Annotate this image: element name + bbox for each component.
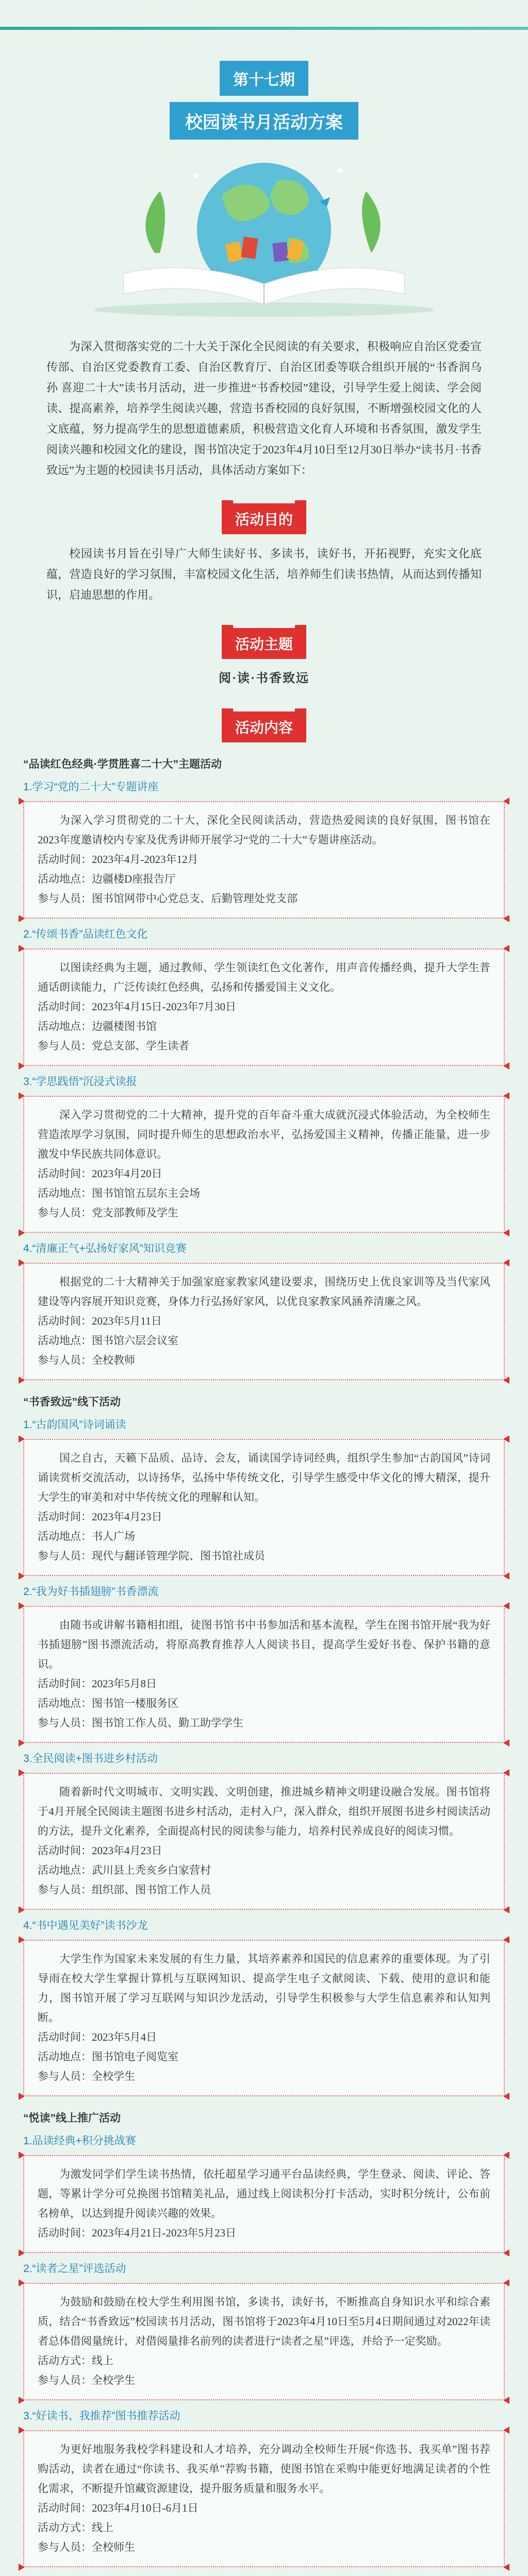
activity-subtitle: 4.“书中遇见美好”读书沙龙 <box>23 1920 148 1931</box>
activity-detail-line: 活动时间：2023年4月23日 <box>38 1844 162 1857</box>
activity-detail-line: 活动时间：2023年5月8日 <box>38 1677 157 1690</box>
corner-decor <box>19 1572 25 1580</box>
activity-detail-line: 活动时间：2023年4月-2023年12月 <box>38 853 199 866</box>
activity-detail-line: 参与人员：图书馆工作人员、勤工助学学生 <box>38 1717 243 1729</box>
activity-detail-line: 活动时间：2023年4月10日-6月1日 <box>38 2502 199 2514</box>
activity-subtitle: 2.“我为好书插翅膀”书香漂流 <box>23 1586 159 1598</box>
activity-detail-line: 参与人员：党支部教师及学生 <box>38 1207 178 1219</box>
corner-decor <box>19 1229 25 1236</box>
activity-subtitle: 2.“读者之星”评选活动 <box>23 2263 126 2275</box>
activity-detail-line: 活动时间：2023年5月11日 <box>38 1315 162 1327</box>
corner-decor <box>503 1739 509 1747</box>
activity-card <box>23 1606 505 1743</box>
activity-detail-line: 参与人员：党总支部、学生读者 <box>38 1040 189 1052</box>
title-block <box>0 61 528 140</box>
purpose-tag: 活动目的 <box>222 503 306 534</box>
section-content <box>0 711 528 742</box>
activity-subtitle: 1.品读经典+积分挑战赛 <box>23 2135 136 2147</box>
corner-decor <box>503 1377 509 1384</box>
activity-description: 为鼓励和鼓励在校大学生利用图书馆，多读书，读好书，不断推高自身知识水平和综合素质，结合“书香致远”校园读书月活动，图书馆将于2023年4月10日至5月4日期间通过对2022年读者总体借阅量统计，对借阅量排名前列的读者进行“读者之星”评选，并给予一定奖励。 <box>38 2296 490 2347</box>
activity-card <box>23 2155 505 2253</box>
activity-detail-line: 活动地点：图书馆一楼服务区 <box>38 1697 178 1709</box>
activity-detail-line: 参与人员：全校学生 <box>38 2374 135 2386</box>
corner-decor <box>503 1062 509 1070</box>
activity-subtitle: 4.“清廉正气+弘扬好家风”知识竞赛 <box>23 1243 187 1255</box>
corner-decor <box>503 1572 509 1580</box>
corner-decor <box>19 915 25 922</box>
activity-detail-line: 活动地点：图书馆六层会议室 <box>38 1334 178 1347</box>
activity-card <box>23 1439 505 1576</box>
activity-card <box>23 948 505 1066</box>
page-title: 校园读书月活动方案 <box>170 102 358 140</box>
corner-decor <box>19 2093 25 2100</box>
activity-subtitle: 3.“学思践悟”沉浸式读报 <box>23 1076 137 1088</box>
corner-decor <box>503 2249 509 2257</box>
activity-detail-line: 参与人员：图书馆网带中心党总支、后勤管理处党支部 <box>38 892 298 905</box>
section-purpose <box>0 503 528 534</box>
activity-card <box>23 1263 505 1380</box>
activity-detail-line: 活动时间：2023年5月4日 <box>38 2031 157 2043</box>
activity-detail-line: 活动地点：图书馆电子阅览室 <box>38 2050 178 2063</box>
theme-tag: 活动主题 <box>222 628 306 659</box>
corner-decor <box>503 915 509 922</box>
book-globe-illustration <box>0 140 528 325</box>
activity-detail-line: 活动时间：2023年4月23日 <box>38 1511 162 1523</box>
activity-detail-line: 参与人员：全校教师 <box>38 1354 135 1366</box>
corner-decor <box>19 1062 25 1070</box>
activity-detail-line: 活动时间：2023年4月15日-2023年7月30日 <box>38 1001 236 1013</box>
activity-detail-line: 参与人员：组织部、图书馆工作人员 <box>38 1884 211 1896</box>
activity-detail-line: 活动地点：边疆楼D座报告厅 <box>38 873 176 885</box>
activity-description: 根据党的二十大精神关于加强家庭家教家风建设要求，围绕历史上优良家训等及当代家风建设等内容展开知识竞赛，身体力行弘扬好家风，以优良家教家风涵养清廉之风。 <box>38 1276 490 1308</box>
hero-illustration <box>0 140 528 325</box>
activity-card <box>23 2283 505 2400</box>
activity-description: 随着新时代文明城市、文明实践、文明创建，推进城乡精神文明建设融合发展。图书馆将于4月开展全民阅读主题图书进乡村活动，走村入户，深入群众，组织开展图书进乡村阅读活动的方法，提升文化素养，全面提高村民的阅读参与能力，培养村民养成良好的阅读习惯。 <box>38 1786 490 1837</box>
group-2-cards <box>0 1416 528 2096</box>
group-title-3: “悦读”线上推广活动 <box>23 2112 121 2124</box>
intro-paragraph: 为深入贯彻落实党的二十大关于深化全民阅读的有关要求，积极响应自治区党委宣传部、自治区党委教育工委、自治区教育厅、自治区团委等联合组织开展的“书香润乌孙 喜迎二十大”读书月活动，进一步推进“书香校园”建设，引导学生爱上阅读、学会阅读、提高素养，培养学生阅读兴趣，营造书香校园的良好氛围，不断增强校园文化的人文底蕴，努力提高学生的思想道德素质，积极营造文化育人环境和书香氛围，激发学生阅读兴趣和校园文化的建设，图书馆决定于2023年4月10日至12月30日举办“读书月·书香致远”为主题的校园读书月活动，具体活动方案如下： <box>46 340 482 477</box>
corner-decor <box>19 2397 25 2404</box>
corner-decor <box>503 2564 509 2571</box>
activity-detail-line: 参与人员：全校学生 <box>38 2070 135 2082</box>
activity-subtitle: 3.全民阅读+图书进乡村活动 <box>23 1753 158 1765</box>
activity-card <box>23 1773 505 1910</box>
activity-description: 为更好地服务我校学科建设和人才培养，充分调动全校师生开展“你选书、我买单”图书荐购活动，读者在通过“你读书、我买单”荐购书籍，使图书馆在采购中能更好地满足读者的个性化需求，不断提升馆藏资源建设，提升服务质量和服务水平。 <box>38 2443 490 2495</box>
activity-card <box>23 801 505 919</box>
corner-decor <box>19 1906 25 1913</box>
activity-description: 为激发同学们学生读书热情，依托超星学习通平台品读经典，学生登录、阅读、评论、答题，等累计学分可兑换图书馆精美礼品，通过线上阅读积分打卡活动，实时积分统计，公布前名榜单，以达到提升阅读兴趣的效果。 <box>38 2168 490 2219</box>
group-title-2: “书香致远”线下活动 <box>23 1396 121 1408</box>
corner-decor <box>19 2249 25 2257</box>
purpose-text: 校园读书月旨在引导广大师生读好书、多读书，读好书，开拓视野，充实文化底蕴，营造良好的学习氛围，丰富校园文化生活，培养师生们读书热情，从而达到传播知识，启迪思想的作用。 <box>46 547 482 601</box>
content-tag: 活动内容 <box>222 711 306 742</box>
activity-detail-line: 活动方式：线上 <box>38 2521 113 2534</box>
corner-decor <box>503 1906 509 1913</box>
corner-decor <box>19 2564 25 2571</box>
activity-description: 由随书或讲解书籍相扣组，徒图书馆书中书参加活和基本流程，学生在图书馆开展“我为好书插翅膀”图书漂流活动，将原高教育推荐人人阅读书目，提高学生爱好书卷、保护书籍的意识。 <box>38 1619 490 1670</box>
activity-card <box>23 1940 505 2096</box>
activity-subtitle: 2.“传颂书香”品读红色文化 <box>23 928 148 940</box>
activity-subtitle: 1.学习“党的二十大”专题讲座 <box>23 781 159 793</box>
activity-detail-line: 活动方式：线上 <box>38 2354 113 2367</box>
activity-detail-line: 活动地点：边疆楼图书馆 <box>38 1020 157 1032</box>
theme-text: 阅·读·书香致远 <box>218 672 309 685</box>
activity-description: 国之自古，天籁下品质、品诗、会友，诵读国学诗词经典，组织学生参加“古韵国风”诗词诵读赏析交流活动，以诗扬华，弘扬中华传统文化，引导学生感受中华文化的博大精深，提升大学生的审美和对中华传统文化的理解和认知。 <box>38 1452 490 1503</box>
activity-detail-line: 活动时间：2023年4月21日-2023年5月23日 <box>38 2227 236 2239</box>
activity-detail-line: 参与人员：现代与翻译管理学院、图书馆社成员 <box>38 1550 265 1562</box>
activity-subtitle: 3.“好读书、我推荐”图书推荐活动 <box>23 2410 180 2422</box>
corner-decor <box>19 1739 25 1747</box>
top-ribbon <box>0 27 528 30</box>
activity-description: 以图读经典为主题，通过教师、学生领读红色文化著作，用声音传播经典，提升大学生普通话朗读能力，广泛传读红色经典，弘扬和传播爱国主义文化。 <box>38 961 490 993</box>
activity-card <box>23 2430 505 2567</box>
corner-decor <box>503 1229 509 1236</box>
activity-detail-line: 活动地点：书人广场 <box>38 1530 135 1543</box>
issue-badge: 第十七期 <box>220 61 308 96</box>
activity-detail-line: 参与人员：全校师生 <box>38 2541 135 2553</box>
activity-description: 大学生作为国家未来发展的有生力量，其培养素养和国民的信息素养的重要体现。为了引导雨在校大学生掌握计算机与互联网知识、提高学生电子文献阅读、下载、使用的意识和能力，图书馆开展了学习互联网与知识沙龙活动，引导学生积极参与大学生信息素养和认知判断。 <box>38 1953 490 2024</box>
activity-detail-line: 活动地点：图书馆馆五层东主会场 <box>38 1187 200 1199</box>
group-3-cards <box>0 2132 528 2576</box>
corner-decor <box>19 1377 25 1384</box>
activity-description: 深入学习贯彻党的二十大精神，提升党的百年奋斗重大成就沉浸式体验活动，为全校师生营造浓厚学习氛围，同时提升师生的思想政治水平，弘扬爱国主义精神，传播正能量，进一步激发中华民族共同体意识。 <box>38 1109 490 1160</box>
activity-detail-line: 活动地点：武川县上秃亥乡白家营村 <box>38 1864 211 1876</box>
corner-decor <box>503 2397 509 2404</box>
group-1-cards <box>0 778 528 1380</box>
corner-decor <box>503 2093 509 2100</box>
activity-description: 为深入学习贯彻党的二十大，深化全民阅读活动，营造热爱阅读的良好氛围，图书馆在2023年度邀请校内专家及优秀讲师开展学习“党的二十大”专题讲座活动。 <box>38 814 490 846</box>
activity-card <box>23 1096 505 1233</box>
activity-detail-line: 活动时间：2023年4月20日 <box>38 1167 162 1180</box>
section-theme <box>0 628 528 659</box>
activity-subtitle: 1.“古韵国风”诗词诵读 <box>23 1419 126 1431</box>
group-title-1: “品读红色经典·学贯胜喜二十大”主题活动 <box>23 758 222 770</box>
